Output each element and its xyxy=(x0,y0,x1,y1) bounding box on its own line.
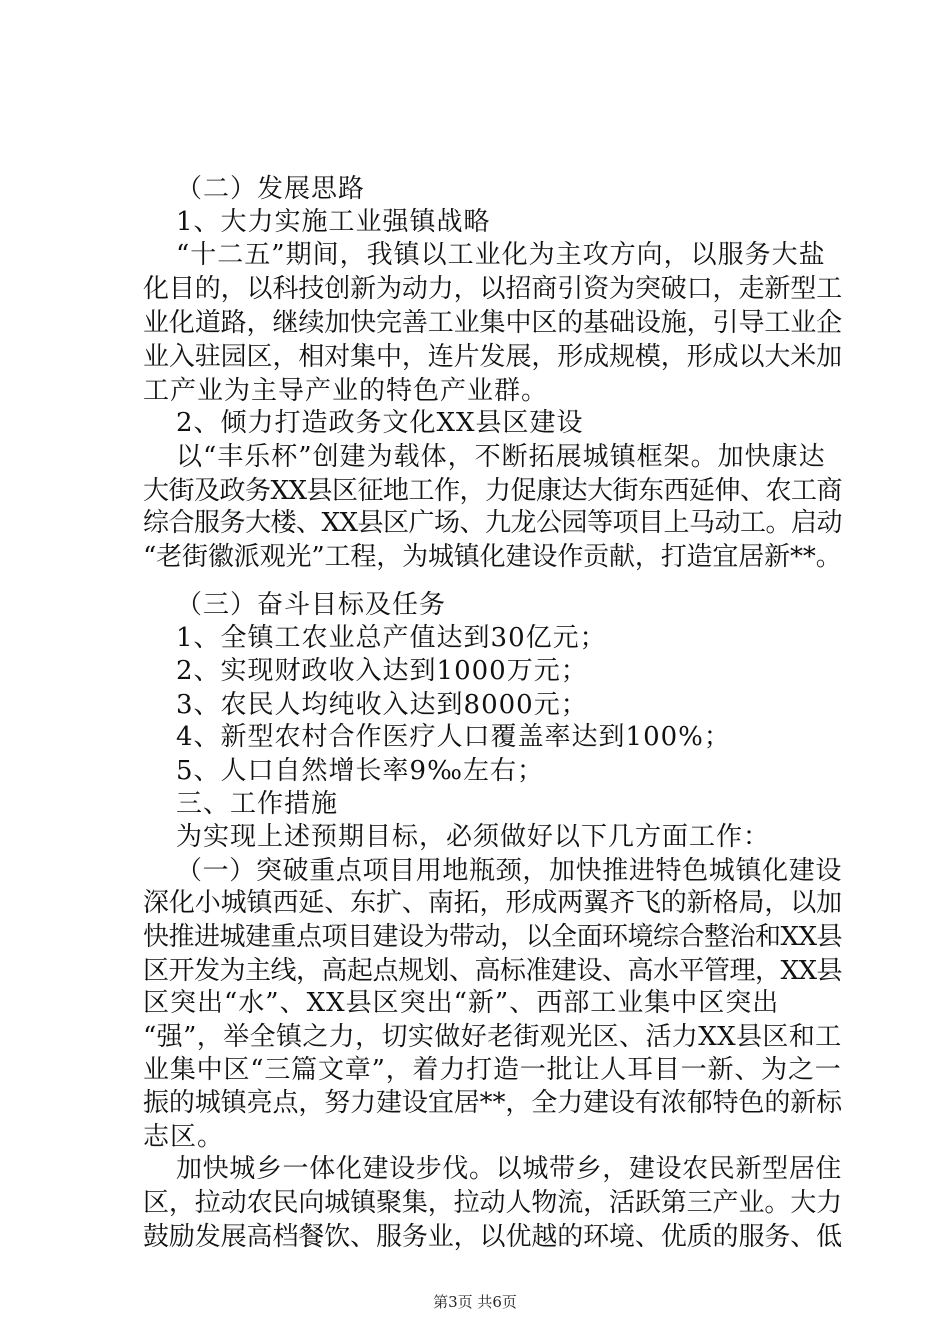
text-line: 3、农民人均纯收入达到8000元； xyxy=(176,690,588,720)
text-line: 业集中区“三篇文章”，着力打造一批让人耳目一新、为之一 xyxy=(143,1055,842,1085)
text-line: 1、大力实施工业强镇战略 xyxy=(176,207,491,237)
text-line: 志区。 xyxy=(143,1122,225,1152)
text-line: 区突出“水”、XX县区突出“新”、西部工业集中区突出 xyxy=(143,988,780,1018)
text-line: 4、新型农村合作医疗人口覆盖率达到100%； xyxy=(176,722,731,752)
text-line: 大街及政务XX县区征地工作，力促康达大街东西延伸、农工商 xyxy=(143,476,843,506)
text-line: 业化道路，继续加快完善工业集中区的基础设施，引导工业企 xyxy=(143,308,843,338)
text-line: 综合服务大楼、XX县区广场、九龙公园等项目上马动工。启动 xyxy=(143,508,843,538)
text-line: 业入驻园区，相对集中，连片发展，形成规模，形成以大米加 xyxy=(143,342,843,372)
text-line: “十二五”期间，我镇以工业化为主攻方向，以服务大盐 xyxy=(176,240,826,270)
text-line: （一）突破重点项目用地瓶颈，加快推进特色城镇化建设 xyxy=(176,856,843,886)
text-line: 5、人口自然增长率9‰左右； xyxy=(176,756,544,786)
text-line: （三）奋斗目标及任务 xyxy=(176,590,447,620)
text-line: 为实现上述预期目标，必须做好以下几方面工作： xyxy=(176,822,771,852)
text-line: 2、倾力打造政务文化XX县区建设 xyxy=(176,408,584,438)
text-line: 化目的，以科技创新为动力，以招商引资为突破口，走新型工 xyxy=(143,274,843,304)
page-footer: 第3页 共6页 xyxy=(433,1293,517,1311)
text-line: 工产业为主导产业的特色产业群。 xyxy=(143,376,549,406)
text-line: 振的城镇亮点，努力建设宜居**，全力建设有浓郁特色的新标 xyxy=(143,1088,843,1118)
text-line: 加快城乡一体化建设步伐。以城带乡，建设农民新型居住 xyxy=(176,1154,843,1184)
text-line: “老街徽派观光”工程，为城镇化建设作贡献，打造宜居新**。 xyxy=(143,542,842,572)
text-line: “强”，举全镇之力，切实做好老街观光区、活力XX县区和工 xyxy=(143,1022,842,1052)
text-line: 快推进城建重点项目建设为带动，以全面环境综合整治和XX县 xyxy=(143,922,843,952)
text-line: 1、全镇工农业总产值达到30亿元； xyxy=(176,623,607,653)
text-line: 区开发为主线，高起点规划、高标准建设、高水平管理，XX县 xyxy=(143,956,843,986)
text-line: （二）发展思路 xyxy=(176,174,366,204)
text-line: 鼓励发展高档餐饮、服务业，以优越的环境、优质的服务、低 xyxy=(143,1222,843,1252)
text-line: 以“丰乐杯”创建为载体，不断拓展城镇框架。加快康达 xyxy=(176,442,826,472)
text-line: 区，拉动农民向城镇聚集，拉动人物流，活跃第三产业。大力 xyxy=(143,1188,843,1218)
text-line: 三、工作措施 xyxy=(176,789,339,819)
text-line: 深化小城镇西延、东扩、南拓，形成两翼齐飞的新格局，以加 xyxy=(143,888,843,918)
text-line: 2、实现财政收入达到1000万元； xyxy=(176,656,588,686)
